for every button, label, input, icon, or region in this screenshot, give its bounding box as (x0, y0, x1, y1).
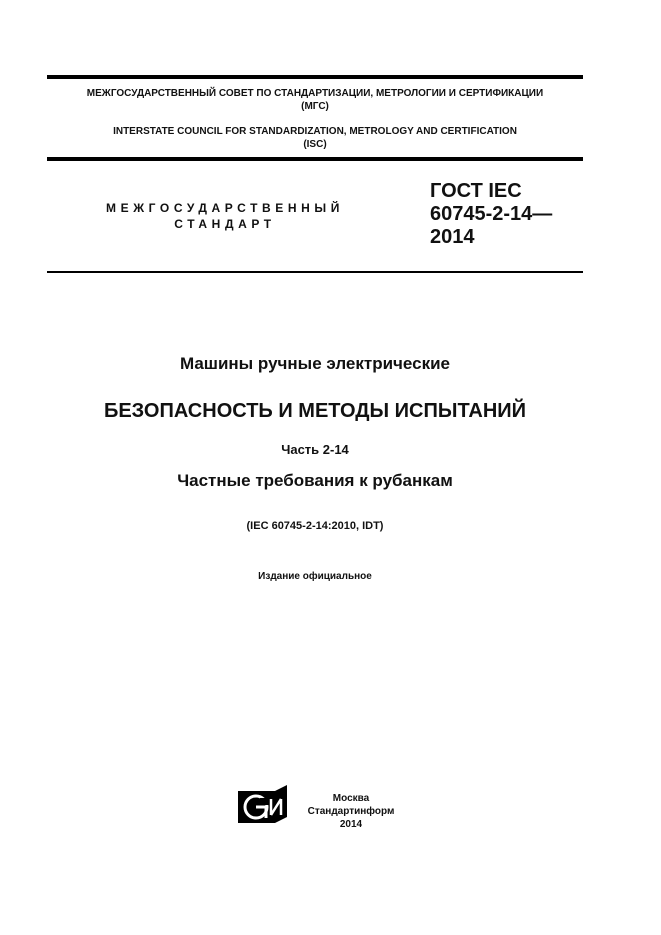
title-subject: Машины ручные электрические (179, 354, 451, 373)
designation-line1: ГОСТ IEC (430, 180, 522, 202)
standard-type-line1: МЕЖГОСУДАРСТВЕННЫЙ (106, 201, 344, 215)
title-main: БЕЗОПАСНОСТЬ И МЕТОДЫ ИСПЫТАНИЙ (103, 400, 527, 422)
designation-line3: 2014 (430, 226, 475, 248)
middle-thick-rule (47, 157, 583, 161)
standartinform-logo-icon (238, 785, 288, 825)
council-en (47, 125, 583, 151)
top-thick-rule (47, 75, 583, 79)
standard-type (95, 200, 355, 232)
title-part-title: Частные требования к рубанкам (177, 471, 453, 490)
designation-line2: 60745-2-14— (430, 203, 553, 225)
publisher-block (296, 792, 406, 831)
council-en-line2: (ISC) (303, 139, 327, 150)
council-ru-line1: МЕЖГОСУДАРСТВЕННЫЙ СОВЕТ ПО СТАНДАРТИЗАЦИИ, МЕТРОЛОГИИ И СЕРТИФИКАЦИИ (86, 88, 544, 99)
publisher-city: Москва (332, 793, 370, 804)
council-ru-line2: (МГС) (301, 101, 329, 112)
publisher-year: 2014 (339, 819, 363, 830)
edition-label: Издание официальное (258, 571, 372, 582)
publisher-name: Стандартинформ (307, 806, 395, 817)
bottom-thin-rule (47, 271, 583, 273)
council-ru (47, 87, 583, 113)
title-reference: (IEC 60745-2-14:2010, IDT) (246, 520, 384, 532)
title-part: Часть 2-14 (281, 442, 349, 457)
council-en-line1: INTERSTATE COUNCIL FOR STANDARDIZATION, METROLOGY AND CERTIFICATION (113, 126, 517, 137)
standard-type-line2: СТАНДАРТ (174, 217, 276, 231)
standard-designation (430, 180, 552, 249)
